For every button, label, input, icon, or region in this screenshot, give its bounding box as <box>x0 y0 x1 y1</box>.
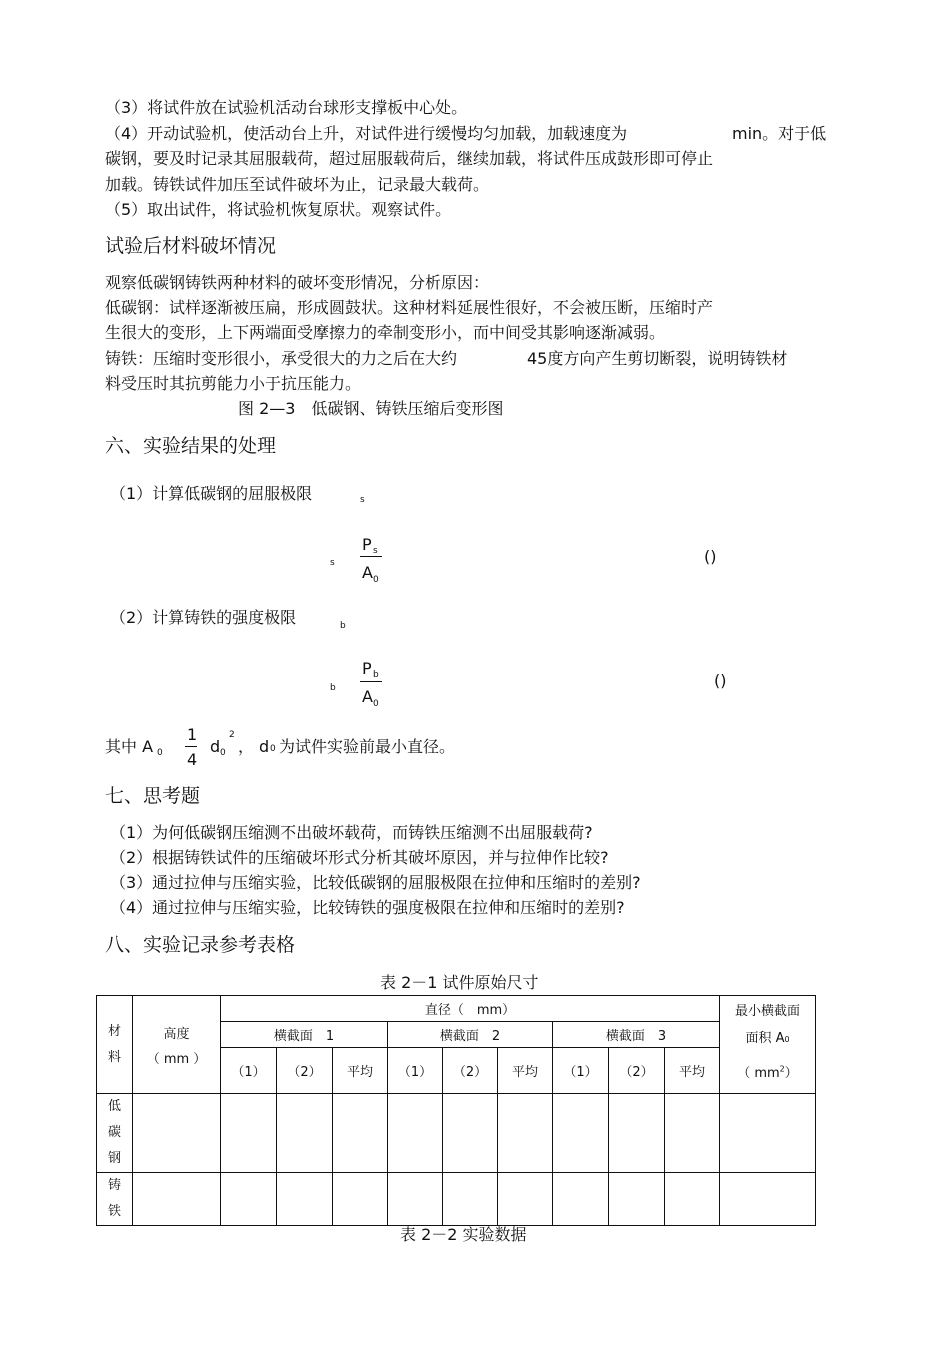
where-d: d <box>210 737 221 756</box>
step-3: （3）将试件放在试验机活动台球形支撑板中心处。 <box>105 98 468 117</box>
cell <box>333 1173 388 1226</box>
cell <box>553 1094 609 1173</box>
cell <box>720 1094 816 1173</box>
after-line-3: 生很大的变形，上下两端面受摩擦力的牵制变形小，而中间受其影响逐渐减弱。 <box>105 323 666 342</box>
after-line-4b: 45度方向产生剪切断裂，说明铸铁材 <box>527 349 788 368</box>
sub-col-1: （1） <box>221 1048 277 1094</box>
cell <box>553 1173 609 1226</box>
where-d2-sub: 0 <box>270 744 276 754</box>
cell <box>498 1094 553 1173</box>
cell <box>221 1094 277 1173</box>
step-4-line2: 碳钢，要及时记录其屈服载荷，超过屈服载荷后，继续加载，将试件压成鼓形即可停止 <box>105 149 714 168</box>
cell <box>133 1094 221 1173</box>
cell <box>443 1094 498 1173</box>
header-diameter: 直径（ mm） <box>221 996 720 1022</box>
where-sub0: 0 <box>157 748 163 758</box>
section-after-title: 试验后材料破坏情况 <box>105 235 277 257</box>
where-den: 4 <box>187 750 198 769</box>
question-4: （4）通过拉伸与压缩实验，比较铸铁的强度极限在拉伸和压缩时的差别? <box>110 898 625 917</box>
row-label-low-carbon-steel: 低 碳 钢 <box>97 1094 133 1173</box>
sub-col-2: （2） <box>443 1048 498 1094</box>
formula1-num-sub: s <box>373 546 378 556</box>
cell <box>221 1173 277 1226</box>
question-2: （2）根据铸铁试件的压缩破坏形式分析其破坏原因，并与拉伸作比较? <box>110 848 609 867</box>
question-3: （3）通过拉伸与压缩实验，比较低碳钢的屈服极限在拉伸和压缩时的差别? <box>110 873 641 892</box>
formula1-num: P <box>362 535 372 554</box>
formula1-den-sub: 0 <box>373 575 379 585</box>
after-line-5: 料受压时其抗剪能力小于抗压能力。 <box>105 374 362 393</box>
sub-col-1: （1） <box>553 1048 609 1094</box>
cell <box>333 1094 388 1173</box>
cell <box>277 1094 333 1173</box>
cell <box>498 1173 553 1226</box>
sub-col-1: （1） <box>388 1048 443 1094</box>
table1-caption: 表 2－1 试件原始尺寸 <box>380 973 539 992</box>
table2-caption: 表 2－2 实验数据 <box>400 1225 527 1244</box>
header-min-area: 最小横截面 面积 A0 （ $mm^2$） <box>720 996 816 1094</box>
figure-caption: 图 2—3 低碳钢、铸铁压缩后变形图 <box>238 399 504 418</box>
section6-title: 六、实验结果的处理 <box>105 435 277 457</box>
section7-title: 七、思考题 <box>105 785 201 807</box>
step-4-line3: 加载。铸铁试件加压至试件破坏为止，记录最大载荷。 <box>105 175 490 194</box>
question-1: （1）为何低碳钢压缩测不出破坏载荷，而铸铁压缩测不出屈服载荷? <box>110 823 593 842</box>
sub-col-avg: 平均 <box>333 1048 388 1094</box>
after-line-1: 观察低碳钢铸铁两种材料的破坏变形情况，分析原因： <box>105 273 490 292</box>
table-row <box>97 1094 816 1173</box>
cell <box>609 1173 665 1226</box>
step-4-unit: min。对于低 <box>732 124 827 143</box>
formula2-num-sub: b <box>373 670 379 680</box>
where-comma: ， <box>238 737 255 756</box>
where-suffix: 为试件实验前最小直径。 <box>279 737 456 756</box>
formula2-symbol: b <box>330 683 336 693</box>
cell <box>665 1173 720 1226</box>
cell <box>388 1094 443 1173</box>
formula1-unit: () <box>704 547 717 566</box>
sub-col-avg: 平均 <box>498 1048 553 1094</box>
step-5: （5）取出试件，将试验机恢复原状。观察试件。 <box>105 200 452 219</box>
specimen-dimension-table <box>96 995 816 1226</box>
section8-title: 八、实验记录参考表格 <box>105 934 296 956</box>
formula1-fraction-bar <box>360 556 382 557</box>
cell <box>720 1173 816 1226</box>
header-height: 高度 （ mm ） <box>133 996 221 1094</box>
where-fraction-bar <box>185 746 197 747</box>
formula2-den-sub: 0 <box>373 699 379 709</box>
header-section-2: 横截面 2 <box>388 1022 553 1048</box>
after-line-4: 铸铁：压缩时变形很小，承受很大的力之后在大约 <box>105 349 458 368</box>
table-row <box>97 1173 816 1226</box>
formula1-symbol: s <box>330 558 335 568</box>
cell <box>665 1094 720 1173</box>
formula2-den: A <box>362 687 373 706</box>
cell <box>277 1173 333 1226</box>
cell <box>443 1173 498 1226</box>
row-label-cast-iron: 铸 铁 <box>97 1173 133 1226</box>
header-section-3: 横截面 3 <box>553 1022 720 1048</box>
item1: （1）计算低碳钢的屈服极限 <box>110 484 313 503</box>
item1-sub: s <box>360 495 365 505</box>
item2-sub: b <box>340 621 346 631</box>
cell <box>388 1173 443 1226</box>
header-section-1: 横截面 1 <box>221 1022 388 1048</box>
step-4-line1: （4）开动试验机，使活动台上升，对试件进行缓慢均匀加载，加载速度为 <box>105 124 628 143</box>
cell <box>133 1173 221 1226</box>
sub-col-avg: 平均 <box>665 1048 720 1094</box>
where-num: 1 <box>187 725 198 744</box>
where-prefix: 其中 A <box>105 737 154 756</box>
sub-col-2: （2） <box>277 1048 333 1094</box>
where-d-sub: 0 <box>220 748 226 758</box>
formula2-unit: () <box>714 671 727 690</box>
after-line-2: 低碳钢：试样逐渐被压扁，形成圆鼓状。这种材料延展性很好，不会被压断，压缩时产 <box>105 298 714 317</box>
item2: （2）计算铸铁的强度极限 <box>110 608 297 627</box>
cell <box>609 1094 665 1173</box>
where-d2: d <box>259 737 270 756</box>
where-sup: 2 <box>229 730 235 740</box>
formula2-fraction-bar <box>360 681 382 682</box>
header-material: 材 料 <box>97 996 133 1094</box>
formula1-den: A <box>362 563 373 582</box>
formula2-num: P <box>362 659 372 678</box>
sub-col-2: （2） <box>609 1048 665 1094</box>
